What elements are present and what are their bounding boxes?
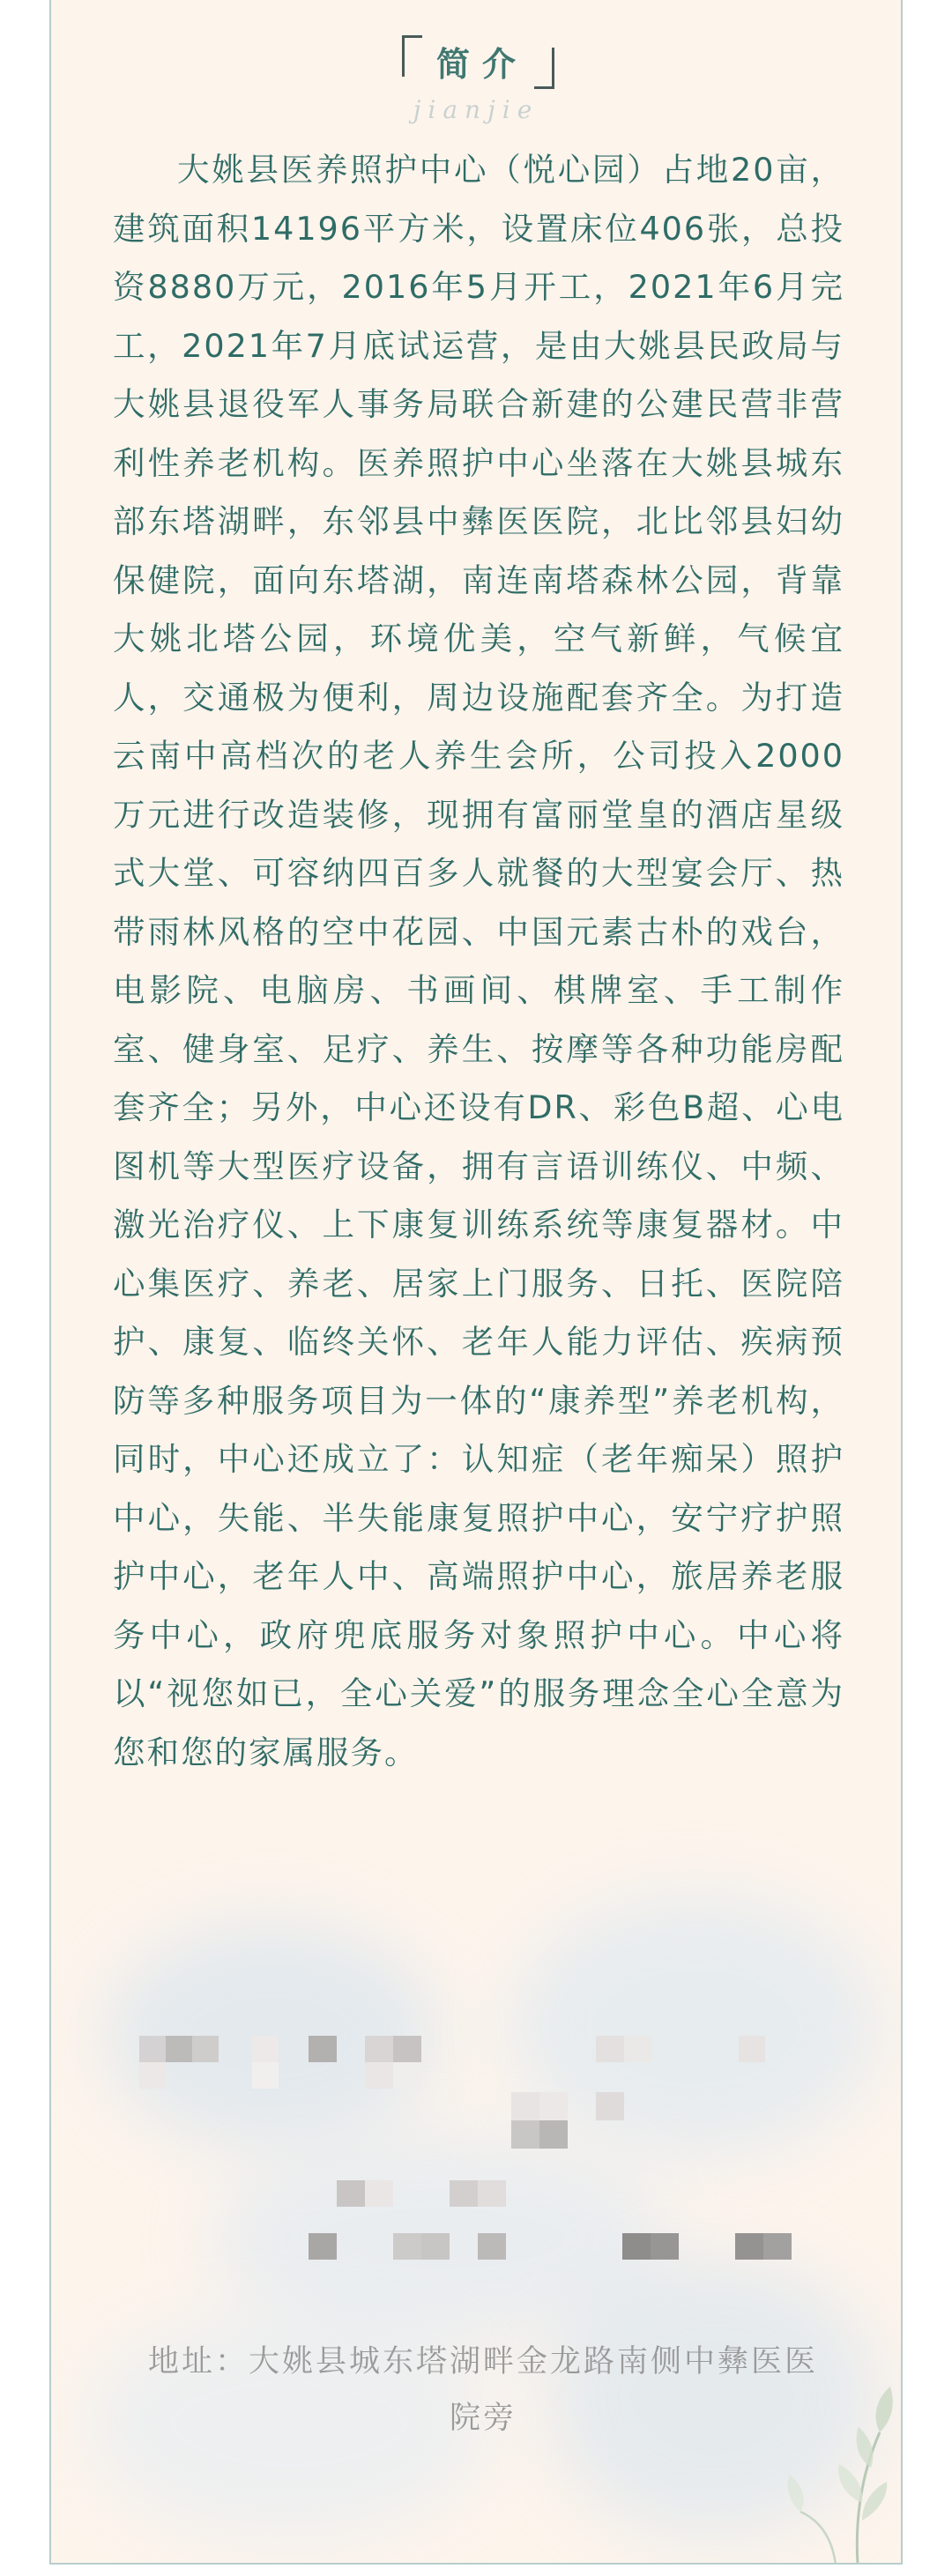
section-subtitle: jianjie [413, 95, 539, 124]
intro-paragraph: 大姚县医养照护中心（悦心园）占地20亩，建筑面积14196平方米，设置床位406张，总投资8880万元，2016年5月开工，2021年6月完工，2021年7月底试运营，是由大姚县民政局与大姚县退役军人事务局联合新建的公建民营非营利性养老机构。医养照护中心坐落在大姚县城东部东塔湖畔，东邻县中彝医医院，北比邻县妇幼保健院，面向东塔湖，南连南塔森林公园，背靠大姚北塔公园，环境优美，空气新鲜，气候宜人，交通极为便利，周边设施配套齐全。为打造云南中高档次的老人养生会所，公司投入2000万元进行改造装修，现拥有富丽堂皇的酒店星级式大堂、可容纳四百多人就餐的大型宴会厅、热带雨林风格的空中花园、中国元素古朴的戏台，电影院、电脑房、书画间、棋牌室、手工制作室、健身室、足疗、养生、按摩等各种功能房配套齐全；另外，中心还设有DR、彩色B超、心电图机等大型医疗设备，拥有言语训练仪、中频、激光治疗仪、上下康复训练系统等康复器材。中心集医疗、养老、居家上门服务、日托、医院陪护、康复、临终关怀、老年人能力评估、疾病预防等多种服务项目为一体的“康养型”养老机构，同时，中心还成立了：认知症（老年痴呆）照护中心，失能、半失能康复照护中心，安宁疗护照护中心，老年人中、高端照护中心，旅居养老服务中心，政府兜底服务对象照护中心。中心将以“视您如已，全心关爱”的服务理念全心全意为您和您的家属服务。 [113, 151, 844, 1771]
corner-bracket-right-icon [534, 48, 554, 89]
section-title: 简介 [435, 45, 528, 84]
address-text: 地址：大姚县城东塔湖畔金龙路南侧中彝医医院旁 [148, 2344, 819, 2436]
wheat-plant-icon [774, 2379, 903, 2565]
redacted-image [51, 2018, 903, 2283]
intro-card [49, 0, 903, 2565]
section-header [51, 25, 901, 86]
